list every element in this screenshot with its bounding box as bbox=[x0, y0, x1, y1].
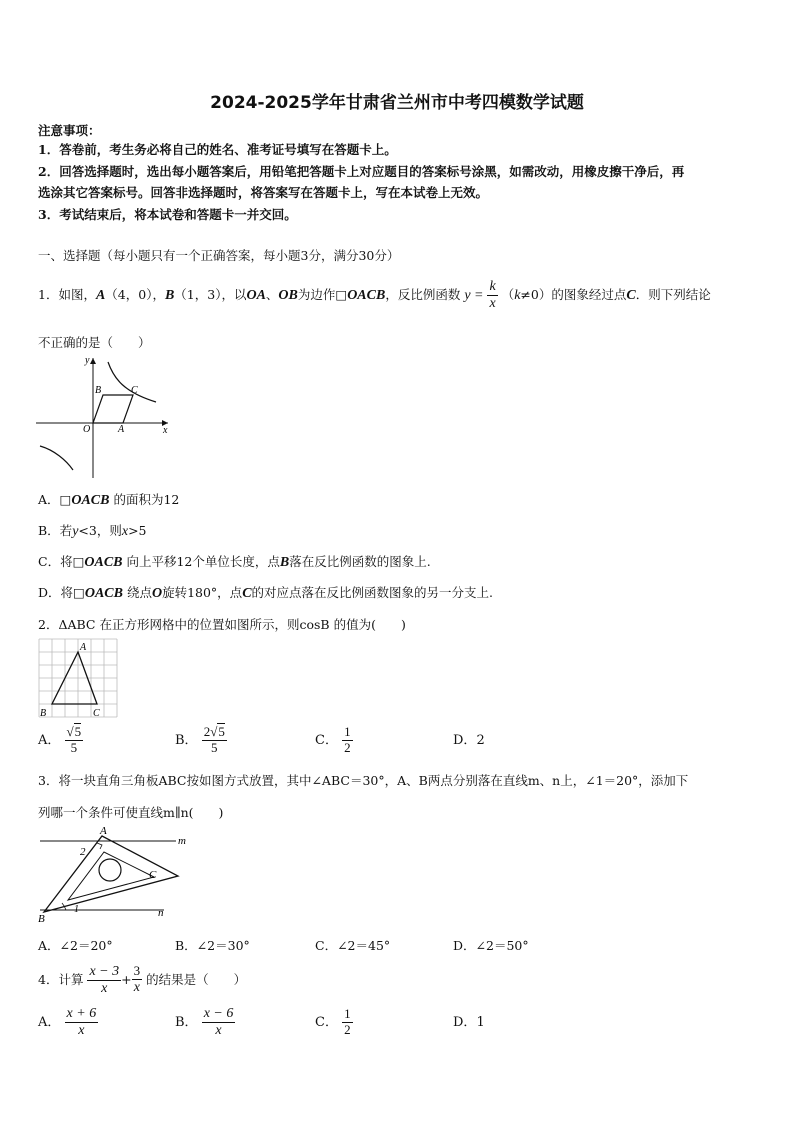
option-text: <3，则 bbox=[78, 523, 122, 538]
q3-stem-line2: 列哪一个条件可使直线m∥n( ) bbox=[38, 805, 224, 820]
q2-option-a bbox=[38, 724, 83, 758]
label-angle-1: 1 bbox=[74, 904, 79, 915]
label-angle-2: 2 bbox=[80, 846, 86, 858]
notice-item-2: 2．回答选择题时，选出每小题答案后，用铅笔把答题卡上对应题目的答案标号涂黑，如需改动，用橡皮擦干净后，再 bbox=[38, 164, 685, 179]
q4-option-a bbox=[38, 1005, 98, 1041]
q4-fraction-2 bbox=[132, 964, 143, 996]
q1-figure bbox=[36, 354, 176, 482]
q1-var: k bbox=[514, 288, 521, 303]
y-axis-arrow-icon bbox=[90, 358, 96, 364]
q1-var: OA bbox=[246, 288, 266, 303]
fraction-denominator: x bbox=[78, 1023, 85, 1038]
option-text: 绕点 bbox=[122, 585, 152, 600]
fraction-numerator: 3 bbox=[133, 963, 141, 979]
option-label: A． bbox=[38, 1015, 61, 1030]
q2-option-b bbox=[175, 724, 227, 758]
q1-text: 、 bbox=[265, 287, 279, 302]
fraction-denominator: 2 bbox=[344, 1022, 351, 1037]
q3-figure bbox=[36, 824, 192, 924]
label-a: A bbox=[100, 825, 107, 837]
q1-stem bbox=[38, 278, 711, 312]
radicand: 5 bbox=[74, 724, 82, 740]
option-value: 1 bbox=[476, 1015, 485, 1030]
q1-var: C bbox=[626, 288, 636, 303]
q1-option-c bbox=[38, 552, 431, 571]
label-x: x bbox=[163, 425, 168, 436]
q1-text: （4，0）， bbox=[105, 287, 165, 302]
option-label: C．将□ bbox=[38, 554, 85, 569]
q3-option-a: A．∠2＝20° bbox=[38, 938, 113, 953]
fraction-denominator: x bbox=[133, 980, 140, 996]
fraction-denominator: x bbox=[215, 1023, 222, 1038]
fraction-numerator: 1 bbox=[344, 724, 351, 740]
q2-figure bbox=[36, 636, 120, 720]
q3-stem-line1: 3．将一块直角三角板ABC按如图方式放置，其中∠ABC＝30°，A、B两点分别落在直线m、n上，∠1＝20°，添加下 bbox=[38, 773, 689, 788]
q1-var: OB bbox=[278, 288, 298, 303]
option-fraction bbox=[202, 725, 227, 756]
hyperbola-branch-2 bbox=[40, 446, 73, 470]
q1-text: 1．如图， bbox=[38, 287, 96, 302]
q1-text: （ bbox=[501, 287, 515, 302]
option-var: C bbox=[242, 586, 252, 601]
q1-var: B bbox=[164, 288, 175, 303]
option-label: D． bbox=[453, 733, 477, 748]
notice-item-1: 1．答卷前，考生务必将自己的姓名、准考证号填写在答题卡上。 bbox=[38, 142, 397, 157]
q1-var: OACB bbox=[347, 288, 386, 303]
q1-stem-line2: 不正确的是（ ） bbox=[38, 335, 151, 350]
q1-text: ，反比例函数 bbox=[385, 287, 461, 302]
option-label: C． bbox=[315, 733, 338, 748]
q1-option-a bbox=[38, 490, 179, 509]
option-var: x bbox=[121, 524, 129, 539]
fraction-numerator: √5 bbox=[66, 724, 82, 740]
label-a: A bbox=[118, 424, 125, 435]
option-fraction bbox=[65, 725, 84, 756]
label-a: A bbox=[80, 642, 87, 653]
fraction-numerator: 1 bbox=[344, 1006, 351, 1022]
label-c: C bbox=[93, 708, 100, 719]
q1-text: ≠0）的图象经过点 bbox=[520, 287, 627, 302]
label-b: B bbox=[38, 913, 45, 924]
option-text: 落在反比例函数的图象上. bbox=[289, 554, 431, 569]
page-title: 2024-2025学年甘肃省兰州市中考四模数学试题 bbox=[210, 93, 584, 113]
fraction-numerator: x + 6 bbox=[65, 1006, 99, 1023]
triangle-plate-outer bbox=[44, 836, 178, 912]
fraction-denominator: 5 bbox=[70, 740, 78, 755]
notice-item-2-cont: 选涂其它答案标号。回答非选择题时，将答案写在答题卡上，写在本试卷上无效。 bbox=[38, 185, 489, 200]
fraction-denominator: x bbox=[489, 296, 496, 311]
option-text: 的面积为12 bbox=[109, 492, 180, 507]
option-label: D． bbox=[453, 1015, 477, 1030]
option-var: OACB bbox=[84, 586, 123, 601]
option-text: 旋转180°，点 bbox=[162, 585, 243, 600]
option-text: 的对应点落在反比例函数图象的另一分支上. bbox=[251, 585, 494, 600]
label-c: C bbox=[131, 385, 138, 396]
parallelogram-oacb bbox=[93, 395, 133, 423]
q1-text: 为边作□ bbox=[297, 287, 348, 302]
option-label: B． bbox=[175, 1015, 198, 1030]
label-b: B bbox=[40, 708, 47, 719]
q4-text: 4．计算 bbox=[38, 972, 84, 987]
notice-heading: 注意事项： bbox=[38, 123, 101, 138]
option-fraction bbox=[65, 1006, 99, 1039]
q2-option-c bbox=[315, 724, 353, 758]
section-heading: 一、选择题（每小题只有一个正确答案，每小题3分，满分30分） bbox=[38, 248, 400, 263]
q1-option-b bbox=[38, 521, 147, 540]
plate-hole bbox=[99, 859, 121, 881]
option-label: B． bbox=[175, 733, 198, 748]
q1-text: ．则下列结论 bbox=[635, 287, 711, 302]
fraction-denominator: 5 bbox=[211, 740, 218, 755]
q3-option-b: B．∠2＝30° bbox=[175, 938, 250, 953]
q4-text: 的结果是（ ） bbox=[146, 972, 247, 987]
q1-y-eq: y = bbox=[464, 288, 484, 303]
q4-fraction-1 bbox=[87, 964, 121, 997]
q1-var: A bbox=[95, 288, 106, 303]
q4-option-c bbox=[315, 1005, 353, 1041]
option-label: A．□ bbox=[38, 492, 72, 507]
q4-option-d bbox=[453, 1005, 485, 1041]
option-label: A． bbox=[38, 733, 61, 748]
label-b: B bbox=[95, 385, 102, 396]
fraction-denominator: 2 bbox=[344, 740, 351, 755]
plus-sign: + bbox=[121, 972, 132, 987]
label-o: O bbox=[83, 424, 91, 435]
option-var: B bbox=[279, 555, 290, 570]
option-fraction bbox=[202, 1006, 236, 1039]
fraction-denominator: x bbox=[101, 981, 108, 996]
label-y: y bbox=[85, 355, 90, 366]
label-m: m bbox=[178, 835, 186, 847]
option-label: D．将□ bbox=[38, 585, 85, 600]
option-var: OACB bbox=[71, 493, 110, 508]
q3-option-d: D．∠2＝50° bbox=[453, 938, 529, 953]
option-label: B．若 bbox=[38, 523, 73, 538]
q2-stem: 2．ΔABC 在正方形网格中的位置如图所示，则cosB 的值为( ) bbox=[38, 617, 406, 632]
option-text: >5 bbox=[128, 523, 147, 538]
fraction-numerator: 2√5 bbox=[203, 724, 225, 740]
option-var: OACB bbox=[84, 555, 123, 570]
fraction-numerator: x − 3 bbox=[87, 964, 121, 981]
option-fraction bbox=[342, 725, 353, 756]
fraction-numerator: x − 6 bbox=[202, 1006, 236, 1023]
coefficient: 2 bbox=[203, 724, 211, 740]
radicand: 5 bbox=[218, 724, 225, 740]
fraction-numerator: k bbox=[487, 279, 497, 296]
option-text: 向上平移12个单位长度，点 bbox=[122, 554, 280, 569]
q1-fraction bbox=[487, 279, 497, 312]
q4-option-b bbox=[175, 1005, 235, 1041]
option-var: y bbox=[72, 524, 79, 539]
right-angle-mark bbox=[97, 843, 102, 849]
option-label: C． bbox=[315, 1015, 338, 1030]
option-fraction bbox=[342, 1007, 353, 1038]
hyperbola-branch-1 bbox=[108, 362, 156, 402]
q4-stem bbox=[38, 962, 246, 998]
option-value: 2 bbox=[476, 733, 485, 748]
notice-item-3: 3．考试结束后，将本试卷和答题卡一并交回。 bbox=[38, 207, 297, 222]
q3-option-c: C．∠2＝45° bbox=[315, 938, 391, 953]
q2-option-d bbox=[453, 724, 485, 758]
q1-text: （1，3），以 bbox=[174, 287, 247, 302]
label-c: C bbox=[149, 869, 157, 881]
q1-option-d bbox=[38, 583, 493, 602]
option-var: O bbox=[151, 586, 163, 601]
label-n: n bbox=[158, 907, 164, 919]
